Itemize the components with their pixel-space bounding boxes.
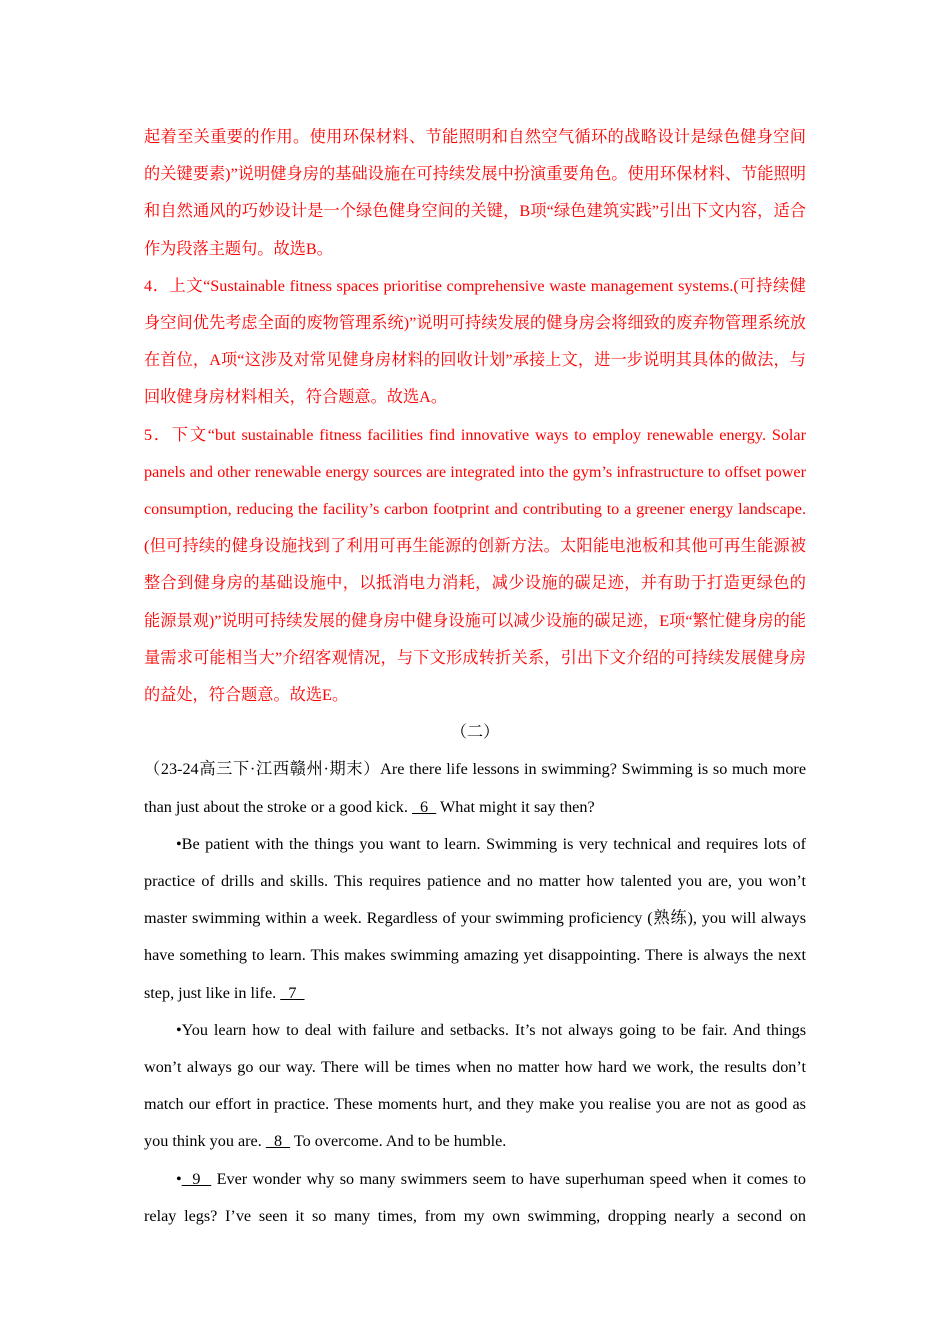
passage-paragraph-1 (144, 826, 806, 1012)
page-content (144, 119, 806, 1235)
paragraph-3-text: Ever wonder why so many swimmers seem to have superhuman speed when it comes to relay legs? I’ve seen it so many times, from my own swimming, dropping nearly a second on (144, 1169, 807, 1225)
blank-9[interactable]: 9 (181, 1169, 212, 1188)
intro-tail: What might it say then? (440, 797, 595, 816)
intro-text: Are there life lessons in swimming? Swimming is so much more than just about the stroke or a good kick. (144, 760, 806, 816)
blank-8[interactable]: 8 (265, 1132, 291, 1151)
answer-explanation-3-continued: 起着至关重要的作用。使用环保材料、节能照明和自然空气循环的战略设计是绿色健身空间的关键要素)”说明健身房的基础设施在可持续发展中扮演重要角色。使用环保材料、节能照明和自然通风的巧妙设计是一个绿色健身空间的关键，B项“绿色建筑实践”引出下文内容，适合作为段落主题句。故选B。 (144, 128, 806, 258)
source-label: （23-24高三下·江西赣州·期末） (144, 760, 381, 779)
passage-paragraph-2 (144, 1012, 806, 1161)
section-heading: （二） (450, 723, 500, 742)
blank-7[interactable]: 7 (280, 983, 305, 1002)
answer-explanation-4: 4．上文“Sustainable fitness spaces prioritise comprehensive waste management systems.(可持续健身空间优先考虑全面的废物管理系统)”说明可持续发展的健身房会将细致的废弃物管理系统放在首位，A项“这涉及对常见健身房材料的回收计划”承接上文，进一步说明其具体的做法，与回收健身房材料相关，符合题意。故选A。 (144, 276, 806, 407)
paragraph-2-tail: To overcome. And to be humble. (293, 1132, 507, 1151)
passage-paragraph-3 (144, 1161, 806, 1235)
blank-6[interactable]: 6 (411, 797, 437, 816)
passage-intro (144, 751, 806, 825)
paragraph-1-text: •Be patient with the things you want to learn. Swimming is very technical and requires lots of practice of drills and skills. This requires patience and no matter how talented you are, you won’t master swimming within a week. Regardless of your swimming proficiency (熟练), you will always have something to learn. This makes swimming amazing yet disappointing. There is always the next step, just like in life. (144, 834, 806, 1002)
bullet-mark: • (176, 1169, 182, 1188)
paragraph-2-text: •You learn how to deal with failure and setbacks. It’s not always going to be fair. And things won’t always go our way. There will be times when no matter how hard we work, the results don’t match our effort in practice. These moments hurt, and they make you realise you are not as good as you think you are. (144, 1020, 806, 1151)
answer-explanation-5: 5．下文“but sustainable fitness facilities find innovative ways to employ renewable energy. Solar panels and other renewable energy sources are integrated into the gym’s infrastructure to offset power consumption, reducing the facility’s carbon footprint and contributing to a greener energy landscape.(但可持续的健身设施找到了利用可再生能源的创新方法。太阳能电池板和其他可再生能源被整合到健身房的基础设施中，以抵消电力消耗，减少设施的碳足迹，并有助于打造更绿色的能源景观)”说明可持续发展的健身房中健身设施可以减少设施的碳足迹，E项“繁忙健身房的能量需求可能相当大”介绍客观情况，与下文形成转折关系，引出下文介绍的可持续发展健身房的益处，符合题意。故选E。 (144, 425, 806, 705)
